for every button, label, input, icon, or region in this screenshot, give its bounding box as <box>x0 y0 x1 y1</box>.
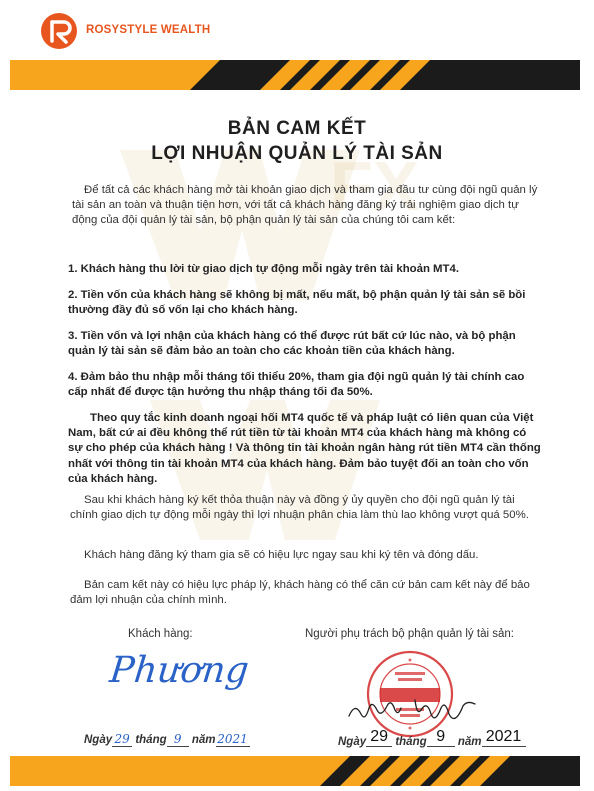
legal-paragraph: Bản cam kết này có hiệu lực pháp lý, khách hàng có thể căn cứ bản cam kết này để bảo đảm lợi nhuận của chính mình. <box>70 579 530 607</box>
date-month: 9 <box>167 732 189 747</box>
date-year-label: năm <box>191 734 216 746</box>
date-year-label: năm <box>457 736 482 748</box>
date-month-label: tháng <box>135 734 167 746</box>
rosystyle-logo-icon <box>40 12 78 50</box>
rules-paragraph: Theo quy tắc kinh doanh ngoại hối MT4 quốc tế và pháp luật có liên quan của Việt Nam, bất cứ ai đều không thể rút tiền từ tài khoản MT4 của khách hàng mà không có sự cho phép của khách hàng ! Và thông tin tài khoản ngân hàng rút tiền MT4 cần thống nhất với thông tin tài khoản MT4 của khách hàng. Đảm bảo tuyệt đối an toàn cho vốn của khách hàng. <box>68 412 541 485</box>
manager-label: Người phụ trách bộ phận quản lý tài sản: <box>305 628 514 640</box>
commitment-item-4: 4. Đảm bảo thu nhập mỗi tháng tối thiểu 20%, tham gia đội ngũ quản lý tài chính cao cấp nhất để được tận hưởng thu nhập tháng tối đa 50%. <box>68 371 525 399</box>
svg-text:FX: FX <box>330 147 420 225</box>
manager-date <box>338 728 526 751</box>
client-signature: Phương <box>107 650 251 691</box>
date-prefix: Ngày <box>338 736 367 748</box>
date-year: 2021 <box>482 728 526 747</box>
document-title-line1: BẢN CAM KẾT <box>227 118 367 139</box>
date-day: 29 <box>366 728 392 747</box>
manager-signature-icon <box>345 690 485 730</box>
date-day: 29 <box>112 732 132 747</box>
top-stripe-banner <box>10 60 580 90</box>
intro-paragraph: Để tất cả các khách hàng mở tài khoản giao dịch và tham gia đầu tư cùng đội ngũ quản lý tài sản an toàn và thuận tiện hơn, với tất cả khách hàng đăng ký trải nghiệm giao dịch tự động của đội quản lý tài sản, bộ phận quản lý tài sản của chúng tôi cam kết: <box>72 184 538 227</box>
document-title-line2: LỢI NHUẬN QUẢN LÝ TÀI SẢN <box>151 143 443 164</box>
date-year: 2021 <box>217 732 248 746</box>
commitment-item-2: 2. Tiền vốn của khách hàng sẽ không bị mất, nếu mất, bộ phận quản lý tài sản sẽ bồi thường đầy đủ số vốn lại cho khách hàng. <box>68 289 526 317</box>
effect-paragraph: Khách hàng đăng ký tham gia sẽ có hiệu lực ngay sau khi ký tên và đóng dấu. <box>84 549 479 561</box>
commitment-item-3: 3. Tiền vốn và lợi nhận của khách hàng có thể được rút bất cứ lúc nào, và bộ phận quản lý tài sản sẽ đảm bảo an toàn cho các khoản tiền của khách hàng. <box>68 330 516 358</box>
client-date <box>84 732 250 747</box>
date-month: 9 <box>427 728 455 747</box>
client-label: Khách hàng: <box>128 628 193 640</box>
date-month-label: tháng <box>395 736 427 748</box>
bottom-stripe-banner <box>10 756 580 786</box>
date-prefix: Ngày <box>84 734 113 746</box>
brand-name: ROSYSTYLE WEALTH <box>86 24 211 36</box>
commitment-item-1: 1. Khách hàng thu lời từ giao dịch tự động mỗi ngày trên tài khoản MT4. <box>68 263 460 275</box>
after-sign-paragraph: Sau khi khách hàng ký kết thỏa thuận này và đồng ý ủy quyền cho đội ngũ quản lý tài chính giao dịch tự động mỗi ngày thì lợi nhuận phân chia làm thù lao không vượt quá 50%. <box>70 494 529 522</box>
